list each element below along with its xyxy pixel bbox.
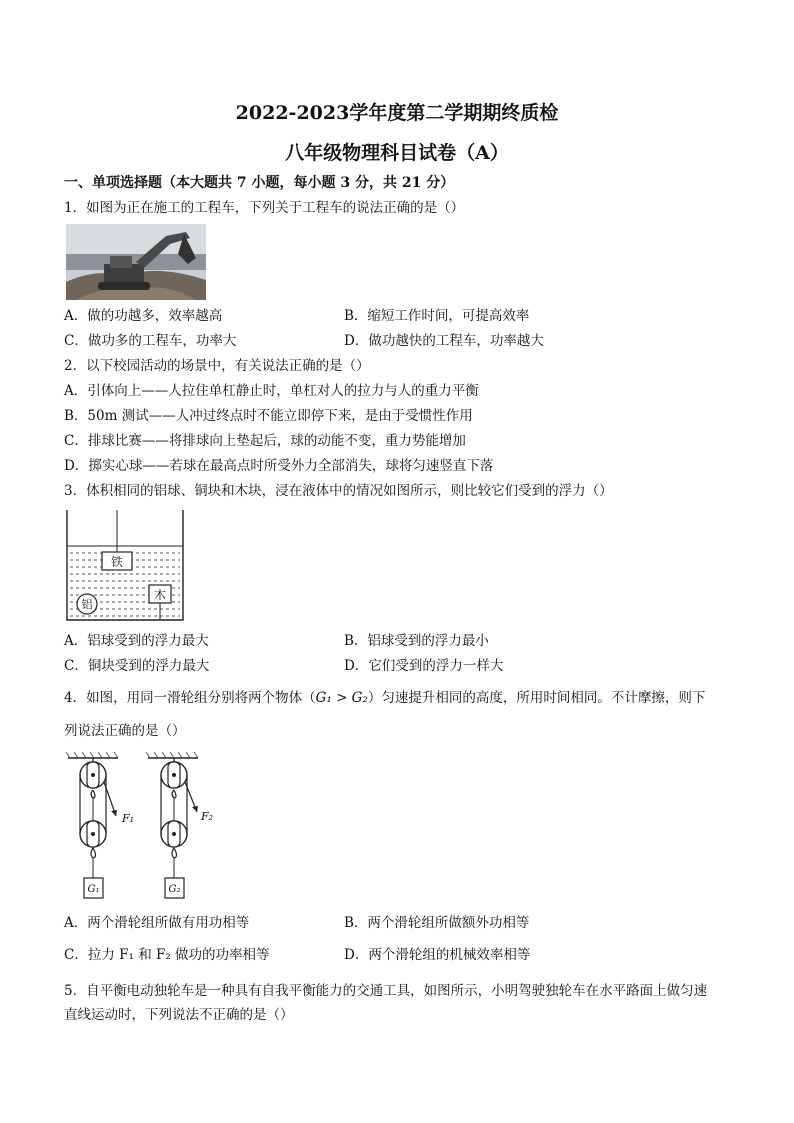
q4-option-b: B．两个滑轮组所做额外功相等 xyxy=(344,915,530,931)
weight-g2-label: G₂ xyxy=(168,884,181,895)
q4-stem-line2: 列说法正确的是（） xyxy=(64,723,186,739)
section-heading: 一、单项选择题（本大题共 7 小题，每小题 3 分，共 21 分） xyxy=(64,175,455,191)
q2-option-d: D．掷实心球——若球在最高点时所受外力全部消失，球将匀速竖直下落 xyxy=(64,458,494,474)
q5-stem-line1: 5．自平衡电动独轮车是一种具有自我平衡能力的交通工具，如图所示，小明驾驶独轮车在水平路面上做匀速 xyxy=(64,983,708,999)
q5-stem-line2: 直线运动时，下列说法不正确的是（） xyxy=(64,1007,294,1023)
q4-option-d: D．两个滑轮组的机械效率相等 xyxy=(344,947,531,963)
q4-stem xyxy=(64,689,705,707)
q2-option-a: A．引体向上——人拉住单杠静止时，单杠对人的拉力与人的重力平衡 xyxy=(64,383,479,399)
q3-stem: 3．体积相同的铝球、铜块和木块，浸在液体中的情况如图所示，则比较它们受到的浮力（） xyxy=(64,483,613,499)
q1-option-a: A．做的功越多，效率越高 xyxy=(64,308,223,324)
q4-stem-post: ）匀速提升相同的高度，所用时间相同。不计摩擦，则下 xyxy=(367,690,706,706)
q4-stem-pre: 4．如图，用同一滑轮组分别将两个物体（ xyxy=(64,690,316,706)
q3-option-d: D．它们受到的浮力一样大 xyxy=(344,658,504,674)
q3-option-b: B．铝球受到的浮力最小 xyxy=(344,633,489,649)
q4-option-a: A．两个滑轮组所做有用功相等 xyxy=(64,915,250,931)
force-f2-label: F₂ xyxy=(201,810,214,823)
q3-option-a: A．铝球受到的浮力最大 xyxy=(64,633,209,649)
q1-option-d: D．做功越快的工程车，功率越大 xyxy=(344,333,544,349)
q2-option-b: B．50m 测试——人冲过终点时不能立即停下来，是由于受惯性作用 xyxy=(64,408,473,424)
q1-option-c: C．做功多的工程车，功率大 xyxy=(64,333,237,349)
label-wood: 木 xyxy=(153,588,167,602)
exam-subtitle: 八年级物理科目试卷（A） xyxy=(285,142,509,164)
exam-title: 2022-2023学年度第二学期期终质检 xyxy=(235,102,559,124)
q2-stem: 2．以下校园活动的场景中，有关说法正确的是（） xyxy=(64,358,370,374)
q1-option-b: B．缩短工作时间，可提高效率 xyxy=(344,308,530,324)
label-aluminum: 铝 xyxy=(81,598,93,611)
q3-option-c: C．铜块受到的浮力最大 xyxy=(64,658,210,674)
beaker-diagram xyxy=(64,510,186,622)
q4-stem-math: G₁ > G₂ xyxy=(315,690,368,706)
excavator-photo xyxy=(66,224,206,300)
pulley-diagram xyxy=(64,752,234,900)
label-iron: 铁 xyxy=(110,555,124,569)
q4-option-c: C．拉力 F₁ 和 F₂ 做功的功率相等 xyxy=(64,947,270,963)
force-f1-label: F₁ xyxy=(122,812,135,825)
q2-option-c: C．排球比赛——将排球向上垫起后，球的动能不变，重力势能增加 xyxy=(64,433,466,449)
weight-g1-label: G₁ xyxy=(87,884,100,895)
q1-stem: 1．如图为正在施工的工程车，下列关于工程车的说法正确的是（） xyxy=(64,200,465,216)
